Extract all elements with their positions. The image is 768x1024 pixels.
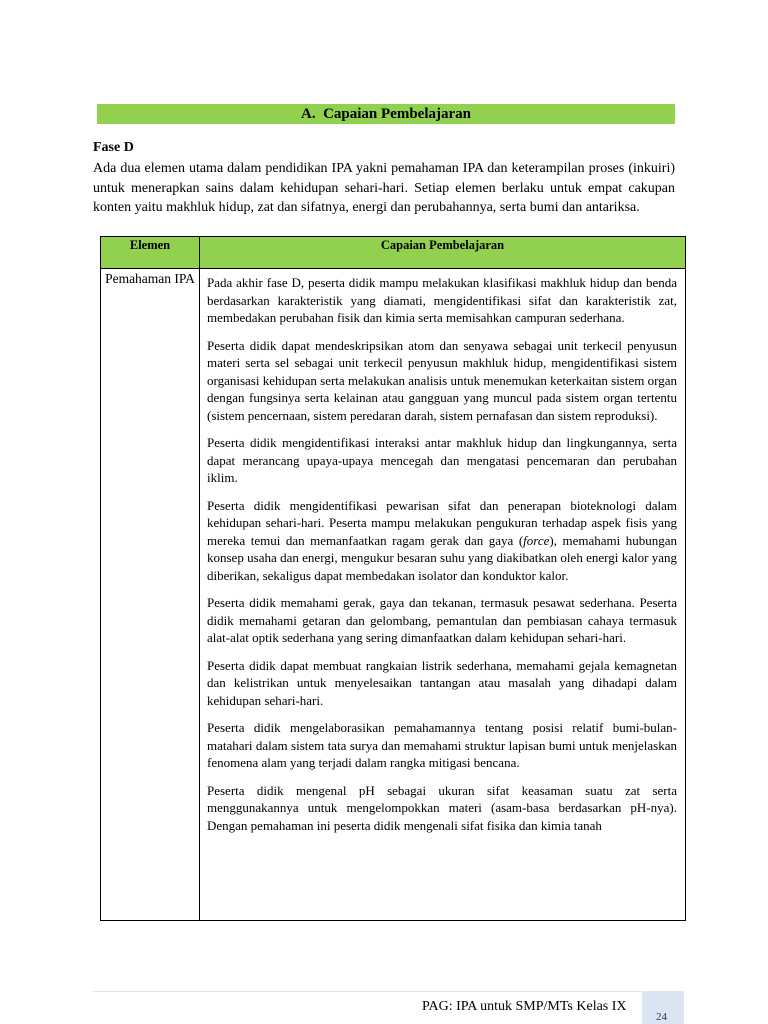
capaian-paragraph: Peserta didik mengidentifikasi interaksi antar makhluk hidup dan lingkungannya, serta dapat merancang upaya-upaya mencegah dan mengatasi pencemaran dan perubahan iklim.: [207, 435, 677, 485]
capaian-cell: [200, 269, 686, 921]
footer-rule: [93, 991, 641, 992]
capaian-paragraph: Peserta didik mengelaborasikan pemahamannya tentang posisi relatif bumi-bulan-matahari dalam sistem tata surya dan memahami struktur lapisan bumi untuk menjelaskan fenomena alam yang terjadi dalam rangka mitigasi bencana.: [207, 720, 677, 770]
table-header-row: [101, 237, 686, 269]
capaian-table: [100, 236, 686, 921]
page-number-box: [642, 991, 684, 1024]
capaian-paragraph: Peserta didik mengenal pH sebagai ukuran sifat keasaman suatu zat serta menggunakannya untuk mengelompokkan materi (asam-basa berdasarkan pH-nya). Dengan pemahaman ini peserta didik mengenali sifat fisika dan kimia tanah: [207, 782, 677, 833]
capaian-paragraph: Peserta didik memahami gerak, gaya dan tekanan, termasuk pesawat sederhana. Peserta didik memahami getaran dan gelombang, pemantulan dan pembiasan cahaya termasuk alat-alat optik sederhana yang sering dimanfaatkan dalam kehidupan sehari-hari.: [207, 595, 677, 645]
section-number: A.: [300, 106, 316, 122]
section-heading: [97, 104, 675, 124]
page-number: 24: [656, 1011, 667, 1023]
footer-text: PAG: IPA untuk SMP/MTs Kelas IX: [422, 999, 627, 1014]
table-row: [101, 269, 686, 921]
phase-title: Fase D: [93, 140, 134, 155]
intro-paragraph: Ada dua elemen utama dalam pendidikan IPA yakni pemahaman IPA dan keterampilan proses (inkuiri) untuk menerapkan sains dalam kehidupan sehari-hari. Setiap elemen berlaku untuk empat cakupan konten yaitu makhluk hidup, zat dan sifatnya, energi dan perubahannya, serta bumi dan antariksa.: [93, 161, 675, 215]
capaian-paragraph: Peserta didik dapat membuat rangkaian listrik sederhana, memahami gejala kemagnetan dan kelistrikan untuk menyelesaikan tantangan atau masalah yang dihadapi dalam kehidupan sehari-hari.: [207, 657, 677, 708]
section-title: Capaian Pembelajaran: [323, 106, 471, 122]
header-capaian: Capaian Pembelajaran: [200, 237, 686, 269]
header-elemen: Elemen: [101, 237, 200, 269]
capaian-paragraph: Peserta didik dapat mendeskripsikan atom dan senyawa sebagai unit terkecil penyusun materi serta sel sebagai unit terkecil penyusun makhluk hidup, mengidentifikasi sistem organisasi kehidupan serta melakukan analisis untuk menemukan keterkaitan sistem organ dengan fungsinya serta kelainan atau gangguan yang muncul pada sistem organ tertentu (sistem pencernaan, sistem peredaran darah, sistem pernafasan dan sistem reproduksi).: [207, 337, 677, 423]
capaian-paragraph: Pada akhir fase D, peserta didik mampu melakukan klasifikasi makhluk hidup dan benda berdasarkan karakteristik yang diamati, mengidentifikasi sifat dan karakteristik zat, membedakan perubahan fisik dan kimia serta memisahkan campuran sederhana.: [207, 275, 677, 325]
elemen-cell: Pemahaman IPA: [101, 269, 200, 921]
capaian-paragraph: Peserta didik mengidentifikasi pewarisan sifat dan penerapan bioteknologi dalam kehidupan sehari-hari. Peserta mampu melakukan pengukuran terhadap aspek fisis yang mereka temui dan memanfaatkan ragam gerak dan gaya (force), memahami hubungan konsep usaha dan energi, mengukur besaran suhu yang diakibatkan oleh energi kalor yang diberikan, sekaligus dapat membedakan isolator dan konduktor kalor.: [207, 497, 677, 583]
capaian-paragraphs: [207, 274, 677, 919]
